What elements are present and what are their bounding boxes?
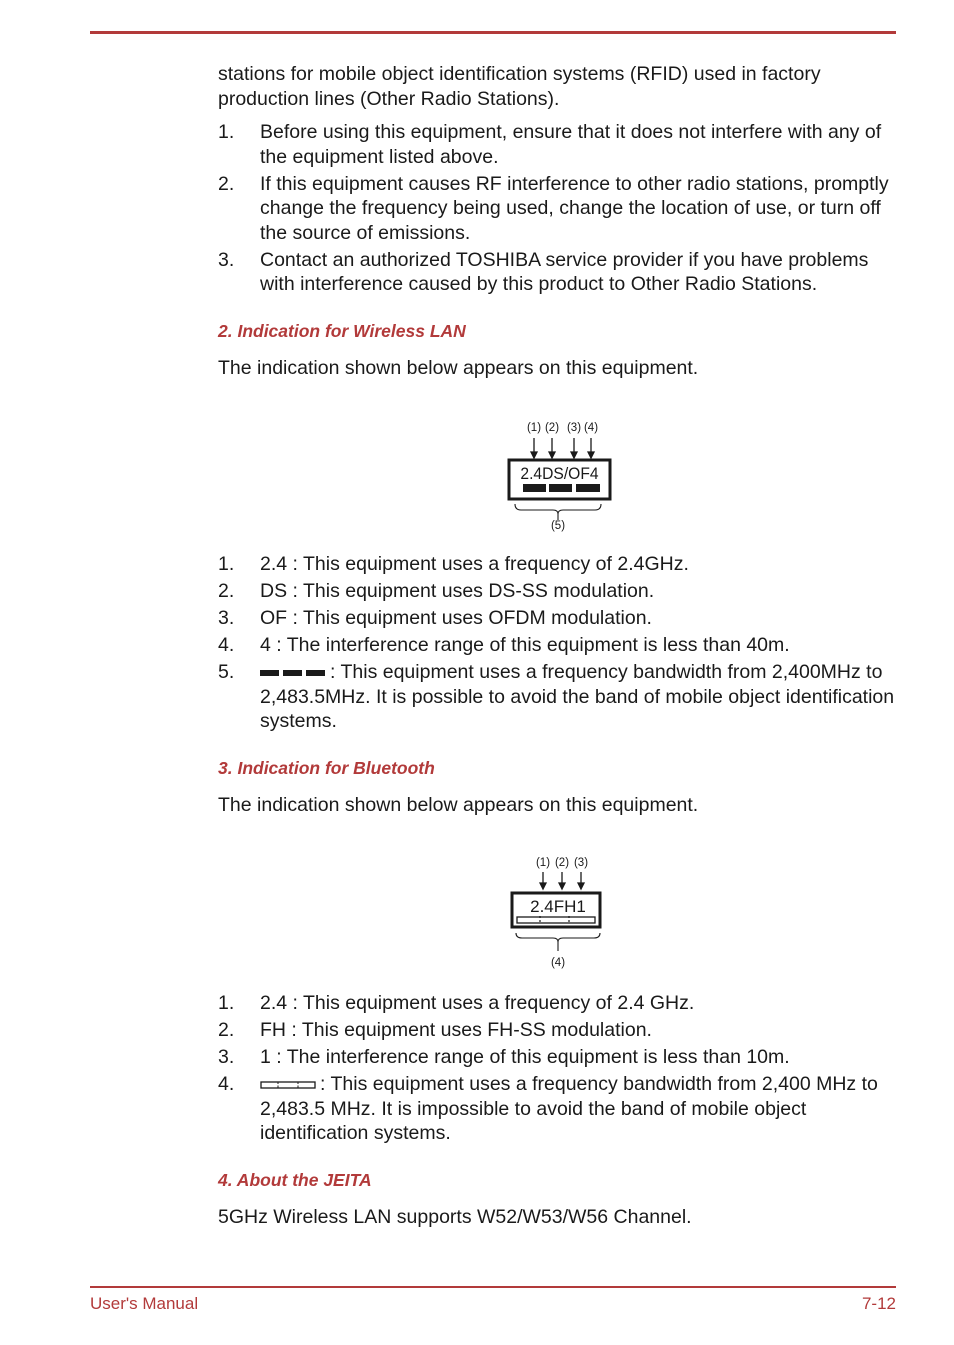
- list-number: 5.: [218, 661, 235, 683]
- wireless-lan-meaning-list: [218, 552, 898, 734]
- list-text: Before using this equipment, ensure that it does not interfere with any of the equipment listed above.: [260, 121, 882, 168]
- list-text: [260, 1072, 898, 1146]
- wlan-box-text: 2.4DS/OF4: [520, 464, 599, 484]
- list-item: [218, 120, 898, 169]
- list-text: Contact an authorized TOSHIBA service provider if you have problems with interference caused by this product to Other Radio Stations.: [260, 248, 869, 295]
- list-text: 1 : The interference range of this equipment is less than 10m.: [260, 1046, 790, 1068]
- list-text: OF : This equipment uses OFDM modulation.: [260, 607, 652, 629]
- list-item: [218, 991, 898, 1016]
- list-text: DS : This equipment uses DS-SS modulation.: [260, 580, 655, 602]
- bluetooth-indication-figure: [218, 817, 898, 991]
- bracket: [515, 504, 601, 514]
- section-lead: The indication shown below appears on this equipment.: [218, 793, 699, 816]
- list-item: [218, 606, 898, 631]
- list-text: FH : This equipment uses FH-SS modulation.: [260, 1019, 652, 1041]
- list-number: 4.: [218, 1073, 235, 1095]
- list-number: 3.: [218, 1046, 235, 1068]
- list-text-inline: : This equipment uses a frequency bandwidth from 2,400MHz to 2,483.5MHz. It is possible to avoid the band of mobile object identification systems.: [260, 661, 895, 732]
- list-text-inline: : This equipment uses a frequency bandwidth from 2,400 MHz to 2,483.5 MHz. It is impossible to avoid the band of mobile object identification systems.: [260, 1073, 878, 1144]
- section-heading-bluetooth: 3. Indication for Bluetooth: [218, 757, 435, 778]
- bluetooth-meaning-list: [218, 991, 898, 1146]
- callout-label-3: (3): [566, 422, 582, 434]
- callout-label-2: (2): [554, 857, 570, 869]
- band-bar-2: [549, 484, 572, 492]
- list-text: 4 : The interference range of this equipment is less than 40m.: [260, 634, 790, 656]
- bluetooth-label-diagram: [218, 817, 898, 991]
- list-number: 1.: [218, 992, 235, 1014]
- band-outline-icon: [260, 1079, 316, 1091]
- list-item: [218, 579, 898, 604]
- footer-manual-title: User's Manual: [90, 1294, 199, 1313]
- bottom-rule: [90, 1286, 896, 1288]
- callout-label-5: (5): [550, 520, 566, 532]
- intro-paragraph: stations for mobile object identification systems (RFID) used in factory production lines (Other Radio Stations).: [218, 63, 821, 110]
- section-heading-jeita: 4. About the JEITA: [218, 1169, 372, 1190]
- wireless-lan-indication-figure: [218, 380, 898, 552]
- list-text: [260, 660, 898, 734]
- list-item: [218, 552, 898, 577]
- section-heading-wireless-lan: 2. Indication for Wireless LAN: [218, 320, 466, 341]
- interference-steps-list: [218, 120, 898, 297]
- list-number: 1.: [218, 553, 235, 575]
- band-bars-icon: [260, 668, 326, 678]
- list-text: 2.4 : This equipment uses a frequency of 2.4 GHz.: [260, 992, 695, 1014]
- list-item: [218, 660, 898, 734]
- list-item: [218, 633, 898, 658]
- list-number: 3.: [218, 607, 235, 629]
- list-item: [218, 1045, 898, 1070]
- footer-page-number: 7-12: [861, 1294, 896, 1313]
- list-number: 2.: [218, 172, 235, 195]
- callout-label-4: (4): [583, 422, 599, 434]
- callout-label-1: (1): [535, 857, 551, 869]
- list-item: [218, 1018, 898, 1043]
- list-item: [218, 248, 898, 297]
- wlan-label-diagram: [218, 380, 898, 552]
- list-item: [218, 1072, 898, 1146]
- list-number: 2.: [218, 1019, 235, 1041]
- callout-label-3: (3): [573, 857, 589, 869]
- band-bar-3: [576, 484, 600, 492]
- band-bar-1: [523, 484, 546, 492]
- callout-label-4: (4): [550, 957, 566, 969]
- list-number: 2.: [218, 580, 235, 602]
- list-number: 4.: [218, 634, 235, 656]
- list-item: [218, 172, 898, 246]
- section-lead: The indication shown below appears on this equipment.: [218, 356, 699, 379]
- list-number: 3.: [218, 248, 235, 271]
- top-rule: [90, 31, 896, 34]
- callout-label-1: (1): [526, 422, 542, 434]
- list-number: 1.: [218, 121, 235, 143]
- jeita-paragraph: 5GHz Wireless LAN supports W52/W53/W56 Channel.: [218, 1205, 692, 1228]
- band-outline-bar: [517, 917, 595, 923]
- bracket: [516, 933, 600, 942]
- callout-label-2: (2): [544, 422, 560, 434]
- list-text: If this equipment causes RF interference to other radio stations, promptly change the frequency being used, change the location of use, or turn off the source of emissions.: [260, 172, 889, 244]
- list-text: 2.4 : This equipment uses a frequency of 2.4GHz.: [260, 553, 689, 575]
- bluetooth-box-text: 2.4FH1: [530, 897, 586, 916]
- page-content: [218, 62, 898, 1229]
